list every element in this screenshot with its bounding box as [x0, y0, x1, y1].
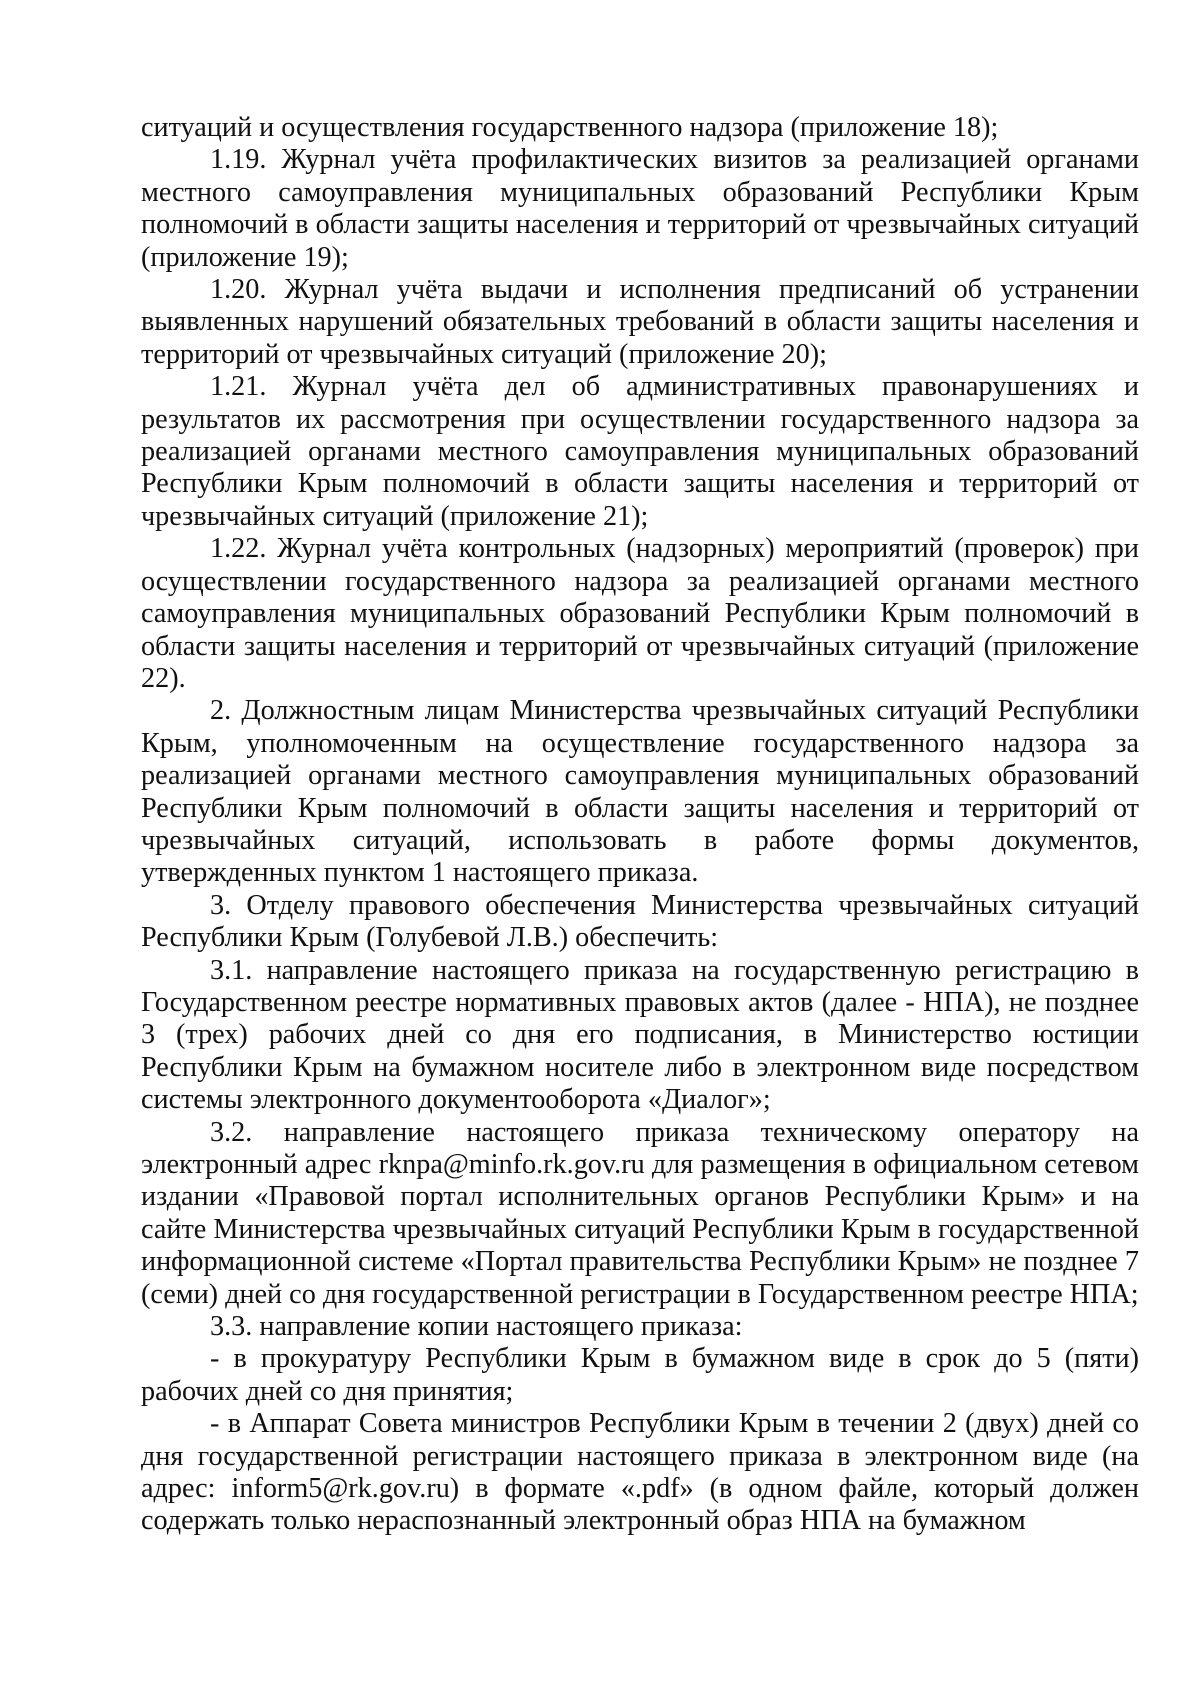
- paragraph-1-20: 1.20. Журнал учёта выдачи и исполнения предписаний об устранении выявленных нарушений обязательных требований в области защиты населения и территорий от чрезвычайных ситуаций (приложение 20);: [141, 274, 1139, 370]
- paragraph-1-21: 1.21. Журнал учёта дел об административных правонарушениях и результатов их рассмотрения при осуществлении государственного надзора за реализацией органами местного самоуправления муниципальных образований Республики Крым полномочий в области защиты населения и территорий от чрезвычайных ситуаций (приложение 21);: [141, 371, 1139, 532]
- paragraph-3-3: 3.3. направление копии настоящего приказа:: [210, 1311, 743, 1343]
- paragraph-3-3-prosecutor: - в прокуратуру Республики Крым в бумажном виде в срок до 5 (пяти) рабочих дней со дня принятия;: [141, 1343, 1139, 1407]
- paragraph-3-2: 3.2. направление настоящего приказа техническому оператору на электронный адрес rknpa@minfo.rk.gov.ru для размещения в официальном сетевом издании «Правовой портал исполнительных органов Республики Крым» и на сайте Министерства чрезвычайных ситуаций Республики Крым в государственной информационной системе «Портал правительства Республики Крым» не позднее 7 (семи) дней со дня государственной регистрации в Государственном реестре НПА;: [141, 1116, 1139, 1310]
- paragraph-2: 2. Должностным лицам Министерства чрезвычайных ситуаций Республики Крым, уполномоченным на осуществление государственного надзора за реализацией органами местного самоуправления муниципальных образований Республики Крым полномочий в области защиты населения и территорий от чрезвычайных ситуаций, использовать в работе формы документов, утвержденных пунктом 1 настоящего приказа.: [141, 695, 1139, 889]
- paragraph-3-3-council: - в Аппарат Совета министров Республики Крым в течении 2 (двух) дней со дня государственной регистрации настоящего приказа в электронном виде (на адрес: inform5@rk.gov.ru) в формате «.pdf» (в одном файле, который должен содержать только нераспознанный электронный образ НПА на бумажном: [141, 1408, 1139, 1537]
- paragraph-continuation: ситуаций и осуществления государственного надзора (приложение 18);: [141, 112, 999, 143]
- paragraph-3: 3. Отделу правового обеспечения Министерства чрезвычайных ситуаций Республики Крым (Голубевой Л.В.) обеспечить:: [141, 889, 1139, 954]
- paragraph-3-1: 3.1. направление настоящего приказа на государственную регистрацию в Государственном реестре нормативных правовых актов (далее - НПА), не позднее 3 (трех) рабочих дней со дня его подписания, в Министерство юстиции Республики Крым на бумажном носителе либо в электронном виде посредством системы электронного документооборота «Диалог»;: [141, 954, 1139, 1116]
- paragraph-1-19: 1.19. Журнал учёта профилактических визитов за реализацией органами местного самоуправления муниципальных образований Республики Крым полномочий в области защиты населения и территорий от чрезвычайных ситуаций (приложение 19);: [141, 144, 1139, 273]
- paragraph-1-22: 1.22. Журнал учёта контрольных (надзорных) мероприятий (проверок) при осуществлении государственного надзора за реализацией органами местного самоуправления муниципальных образований Республики Крым полномочий в области защиты населения и территорий от чрезвычайных ситуаций (приложение 22).: [141, 533, 1139, 694]
- document-body: [141, 112, 1139, 1538]
